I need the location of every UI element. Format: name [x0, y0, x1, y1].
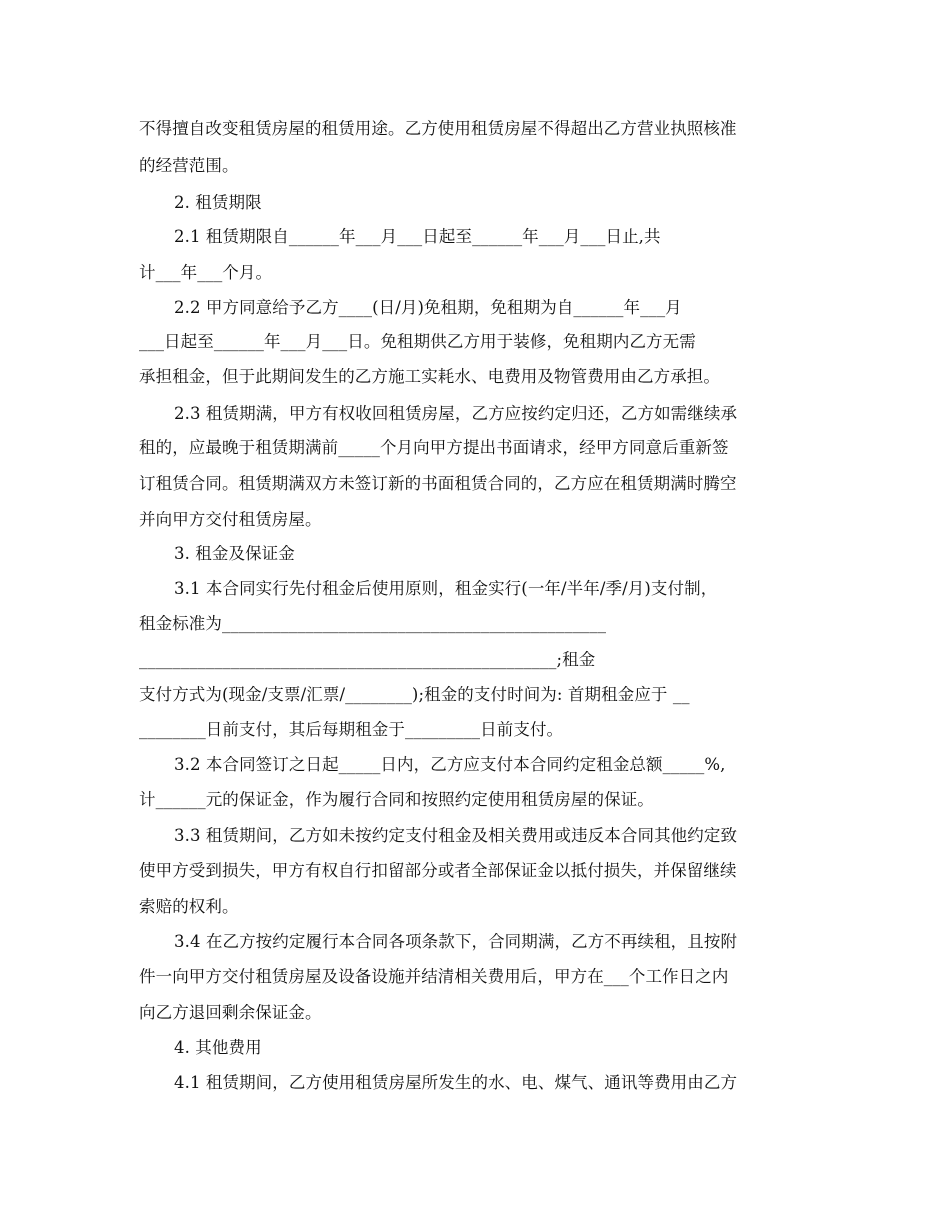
- text-line: 向乙方退回剩余保证金。: [139, 1003, 322, 1022]
- text-line: 不得擅自改变租赁房屋的租赁用途。乙方使用租赁房屋不得超出乙方营业执照核准: [139, 119, 737, 138]
- text-line: 件一向甲方交付租赁房屋及设备设施并结清相关费用后，甲方在___个工作日之内: [139, 967, 729, 986]
- section-heading: 4. 其他费用: [174, 1038, 262, 1057]
- text-line: 计______元的保证金，作为履行合同和按照约定使用租赁房屋的保证。: [139, 790, 654, 809]
- text-line: ___日起至______年___月___日。免租期供乙方用于装修，免租期内乙方无需: [139, 332, 696, 351]
- text-line: 订租赁合同。租赁期满双方未签订新的书面租赁合同的，乙方应在租赁期满时腾空: [139, 474, 737, 493]
- text-line: 并向甲方交付租赁房屋。: [139, 510, 322, 529]
- text-line: __________________________________________________;租金: [139, 650, 596, 669]
- text-line: 承担租金，但于此期间发生的乙方施工实耗水、电费用及物管费用由乙方承担。: [139, 367, 720, 386]
- text-line: 3.3 租赁期间，乙方如未按约定支付租金及相关费用或违反本合同其他约定致: [174, 826, 738, 845]
- text-line: 4.1 租赁期间，乙方使用租赁房屋所发生的水、电、煤气、通讯等费用由乙方: [174, 1073, 738, 1092]
- text-line: 2.2 甲方同意给予乙方____(日/月)免租期，免租期为自______年___月: [174, 298, 682, 317]
- text-line: 2.1 租赁期限自______年___月___日起至______年___月___日止,共: [174, 227, 661, 246]
- section-heading: 2. 租赁期限: [174, 193, 262, 212]
- text-line: 3.1 本合同实行先付租金后使用原则，租金实行(一年/半年/季/月)支付制，: [174, 579, 718, 598]
- text-line: 使甲方受到损失，甲方有权自行扣留部分或者全部保证金以抵付损失，并保留继续: [139, 861, 737, 880]
- text-line: 3.4 在乙方按约定履行本合同各项条款下，合同期满，乙方不再续租，且按附: [174, 932, 738, 951]
- text-line: ________日前支付，其后每期租金于_________日前支付。: [139, 720, 564, 739]
- text-line: 3.2 本合同签订之日起_____日内，乙方应支付本合同约定租金总额_____%,: [174, 755, 726, 774]
- section-heading: 3. 租金及保证金: [174, 544, 295, 563]
- text-line: 计___年___个月。: [139, 263, 273, 282]
- text-line: 租金标准为______________________________________________: [139, 614, 607, 633]
- text-line: 租的，应最晚于租赁期满前_____个月向甲方提出书面请求，经甲方同意后重新签: [139, 438, 729, 457]
- text-line: 索赔的权利。: [139, 897, 239, 916]
- text-line: 支付方式为(现金/支票/汇票/________);租金的支付时间为: 首期租金应于 __: [139, 685, 690, 704]
- text-line: 的经营范围。: [139, 156, 239, 175]
- text-line: 2.3 租赁期满，甲方有权收回租赁房屋，乙方应按约定归还，乙方如需继续承: [174, 404, 738, 423]
